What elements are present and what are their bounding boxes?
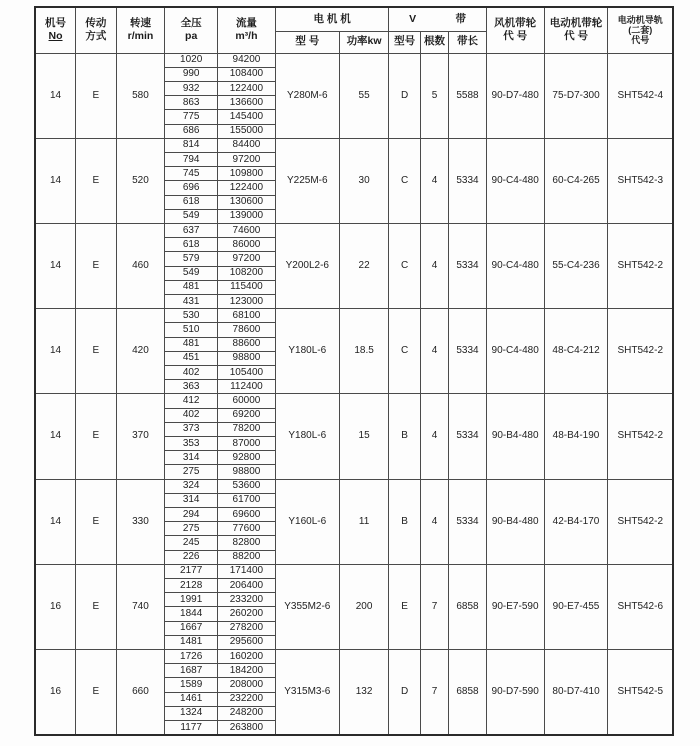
cell-pressure: 363 xyxy=(165,380,218,394)
cell-flow: 69200 xyxy=(218,408,276,422)
cell-machine-no: 14 xyxy=(35,53,76,138)
cell-belt-type: B xyxy=(389,394,420,479)
cell-flow: 84400 xyxy=(218,138,276,152)
cell-drive-mode: E xyxy=(76,394,117,479)
cell-flow: 105400 xyxy=(218,365,276,379)
cell-motor-power: 55 xyxy=(339,53,389,138)
cell-pressure: 275 xyxy=(165,522,218,536)
cell-motor-power: 15 xyxy=(339,394,389,479)
cell-pressure: 451 xyxy=(165,351,218,365)
cell-flow: 88200 xyxy=(218,550,276,564)
cell-fan-pulley: 90-B4-480 xyxy=(486,479,544,564)
cell-speed: 460 xyxy=(116,223,165,308)
cell-pressure: 549 xyxy=(165,266,218,280)
header-motor-model: 型 号 xyxy=(275,31,339,53)
header-pressure xyxy=(165,7,218,53)
cell-belt-length: 6858 xyxy=(449,650,487,735)
cell-pressure: 637 xyxy=(165,223,218,237)
cell-pressure: 1177 xyxy=(165,721,218,735)
cell-flow: 69600 xyxy=(218,508,276,522)
header-vbelt-v: V xyxy=(409,12,417,25)
cell-drive-mode: E xyxy=(76,53,117,138)
cell-drive-mode: E xyxy=(76,138,117,223)
cell-motor-rail: SHT542-2 xyxy=(608,223,673,308)
cell-flow: 260200 xyxy=(218,607,276,621)
cell-motor-pulley: 42-B4-170 xyxy=(544,479,608,564)
cell-pressure: 412 xyxy=(165,394,218,408)
cell-pressure: 1461 xyxy=(165,692,218,706)
cell-flow: 115400 xyxy=(218,280,276,294)
cell-belt-type: C xyxy=(389,309,420,394)
cell-pressure: 696 xyxy=(165,181,218,195)
cell-motor-rail: SHT542-2 xyxy=(608,394,673,479)
cell-belt-count: 7 xyxy=(420,650,448,735)
cell-flow: 92800 xyxy=(218,451,276,465)
cell-belt-type: C xyxy=(389,223,420,308)
cell-belt-type: B xyxy=(389,479,420,564)
cell-belt-length: 5588 xyxy=(449,53,487,138)
cell-drive-mode: E xyxy=(76,650,117,735)
header-drive-mode xyxy=(76,7,117,53)
cell-pressure: 324 xyxy=(165,479,218,493)
cell-belt-count: 4 xyxy=(420,138,448,223)
cell-pressure: 990 xyxy=(165,67,218,81)
cell-fan-pulley: 90-C4-480 xyxy=(486,138,544,223)
cell-flow: 97200 xyxy=(218,252,276,266)
cell-drive-mode: E xyxy=(76,479,117,564)
cell-flow: 136600 xyxy=(218,96,276,110)
cell-motor-pulley: 48-C4-212 xyxy=(544,309,608,394)
cell-pressure: 1726 xyxy=(165,650,218,664)
table-row xyxy=(35,53,673,67)
cell-flow: 122400 xyxy=(218,81,276,95)
cell-machine-no: 14 xyxy=(35,138,76,223)
cell-flow: 139000 xyxy=(218,209,276,223)
cell-motor-pulley: 75-D7-300 xyxy=(544,53,608,138)
cell-motor-power: 30 xyxy=(339,138,389,223)
cell-flow: 155000 xyxy=(218,124,276,138)
header-motor-pulley-line2: 代 号 xyxy=(564,30,588,43)
cell-flow: 98800 xyxy=(218,351,276,365)
cell-pressure: 353 xyxy=(165,436,218,450)
cell-flow: 60000 xyxy=(218,394,276,408)
cell-flow: 233200 xyxy=(218,593,276,607)
cell-pressure: 1844 xyxy=(165,607,218,621)
cell-flow: 263800 xyxy=(218,721,276,735)
cell-machine-no: 14 xyxy=(35,223,76,308)
header-belt-type: 型号 xyxy=(389,31,420,53)
cell-motor-power: 11 xyxy=(339,479,389,564)
cell-pressure: 1667 xyxy=(165,621,218,635)
table-row xyxy=(35,479,673,493)
table-header xyxy=(35,7,673,53)
cell-pressure: 1020 xyxy=(165,53,218,67)
header-machine-no-en: No xyxy=(48,30,63,43)
cell-pressure: 294 xyxy=(165,508,218,522)
header-vbelt-dai: 带 xyxy=(455,12,467,25)
cell-pressure: 794 xyxy=(165,152,218,166)
header-speed-cn: 转速 xyxy=(129,16,151,29)
header-vbelt-group xyxy=(389,7,486,31)
cell-pressure: 932 xyxy=(165,81,218,95)
header-motor-rail-line3: 代号 xyxy=(631,35,650,46)
table-body xyxy=(35,53,673,735)
cell-belt-length: 5334 xyxy=(449,394,487,479)
cell-flow: 248200 xyxy=(218,706,276,720)
cell-flow: 88600 xyxy=(218,337,276,351)
cell-speed: 660 xyxy=(116,650,165,735)
cell-pressure: 686 xyxy=(165,124,218,138)
cell-speed: 580 xyxy=(116,53,165,138)
cell-flow: 184200 xyxy=(218,664,276,678)
header-fan-pulley-line1: 风机带轮 xyxy=(494,16,537,29)
cell-flow: 130600 xyxy=(218,195,276,209)
table-row xyxy=(35,650,673,664)
cell-pressure: 2128 xyxy=(165,579,218,593)
table-row xyxy=(35,138,673,152)
cell-belt-type: D xyxy=(389,650,420,735)
cell-flow: 109800 xyxy=(218,167,276,181)
cell-drive-mode: E xyxy=(76,564,117,649)
header-drive-mode-line2: 方式 xyxy=(85,30,107,43)
cell-flow: 206400 xyxy=(218,579,276,593)
header-motor-rail-line2: (二套) xyxy=(628,25,653,36)
cell-pressure: 314 xyxy=(165,451,218,465)
fan-motor-spec-table xyxy=(34,6,674,736)
cell-flow: 108200 xyxy=(218,266,276,280)
cell-motor-rail: SHT542-5 xyxy=(608,650,673,735)
cell-motor-model: Y280M-6 xyxy=(275,53,339,138)
cell-flow: 295600 xyxy=(218,635,276,649)
cell-motor-pulley: 80-D7-410 xyxy=(544,650,608,735)
cell-fan-pulley: 90-D7-480 xyxy=(486,53,544,138)
cell-belt-count: 5 xyxy=(420,53,448,138)
cell-pressure: 579 xyxy=(165,252,218,266)
cell-motor-rail: SHT542-4 xyxy=(608,53,673,138)
cell-motor-rail: SHT542-3 xyxy=(608,138,673,223)
cell-belt-type: C xyxy=(389,138,420,223)
cell-motor-model: Y160L-6 xyxy=(275,479,339,564)
cell-pressure: 275 xyxy=(165,465,218,479)
cell-fan-pulley: 90-C4-480 xyxy=(486,223,544,308)
cell-speed: 370 xyxy=(116,394,165,479)
cell-machine-no: 14 xyxy=(35,394,76,479)
cell-drive-mode: E xyxy=(76,309,117,394)
header-fan-pulley-line2: 代 号 xyxy=(503,30,528,43)
cell-flow: 123000 xyxy=(218,294,276,308)
cell-motor-pulley: 90-E7-455 xyxy=(544,564,608,649)
cell-pressure: 373 xyxy=(165,422,218,436)
cell-flow: 171400 xyxy=(218,564,276,578)
cell-motor-pulley: 55-C4-236 xyxy=(544,223,608,308)
cell-flow: 77600 xyxy=(218,522,276,536)
cell-flow: 61700 xyxy=(218,493,276,507)
cell-flow: 74600 xyxy=(218,223,276,237)
cell-belt-type: E xyxy=(389,564,420,649)
cell-flow: 208000 xyxy=(218,678,276,692)
cell-machine-no: 16 xyxy=(35,564,76,649)
cell-fan-pulley: 90-D7-590 xyxy=(486,650,544,735)
cell-flow: 145400 xyxy=(218,110,276,124)
header-flow-cn: 流量 xyxy=(235,16,257,29)
header-belt-length: 带长 xyxy=(449,31,487,53)
table-row xyxy=(35,564,673,578)
cell-belt-count: 7 xyxy=(420,564,448,649)
cell-speed: 520 xyxy=(116,138,165,223)
table-row xyxy=(35,394,673,408)
header-speed xyxy=(116,7,165,53)
cell-belt-count: 4 xyxy=(420,309,448,394)
cell-pressure: 775 xyxy=(165,110,218,124)
header-motor-pulley-line1: 电动机带轮 xyxy=(549,16,603,29)
cell-motor-model: Y315M3-6 xyxy=(275,650,339,735)
cell-motor-model: Y355M2-6 xyxy=(275,564,339,649)
cell-flow: 78600 xyxy=(218,323,276,337)
cell-pressure: 402 xyxy=(165,365,218,379)
cell-fan-pulley: 90-E7-590 xyxy=(486,564,544,649)
cell-pressure: 402 xyxy=(165,408,218,422)
header-flow-unit: m³/h xyxy=(235,30,258,43)
cell-motor-power: 132 xyxy=(339,650,389,735)
cell-pressure: 618 xyxy=(165,195,218,209)
cell-belt-length: 5334 xyxy=(449,138,487,223)
cell-belt-length: 5334 xyxy=(449,309,487,394)
cell-flow: 78200 xyxy=(218,422,276,436)
cell-flow: 53600 xyxy=(218,479,276,493)
cell-belt-type: D xyxy=(389,53,420,138)
cell-flow: 278200 xyxy=(218,621,276,635)
cell-machine-no: 14 xyxy=(35,479,76,564)
cell-motor-model: Y180L-6 xyxy=(275,309,339,394)
header-fan-pulley xyxy=(486,7,544,53)
header-machine-no-cn: 机号 xyxy=(45,16,67,29)
header-motor-pulley xyxy=(544,7,608,53)
cell-machine-no: 14 xyxy=(35,309,76,394)
cell-flow: 86000 xyxy=(218,238,276,252)
cell-pressure: 314 xyxy=(165,493,218,507)
cell-flow: 87000 xyxy=(218,436,276,450)
header-machine-no xyxy=(35,7,76,53)
cell-belt-count: 4 xyxy=(420,479,448,564)
cell-motor-power: 200 xyxy=(339,564,389,649)
cell-flow: 232200 xyxy=(218,692,276,706)
cell-flow: 94200 xyxy=(218,53,276,67)
cell-belt-length: 5334 xyxy=(449,479,487,564)
cell-pressure: 745 xyxy=(165,167,218,181)
cell-belt-length: 5334 xyxy=(449,223,487,308)
cell-pressure: 618 xyxy=(165,238,218,252)
header-speed-unit: r/min xyxy=(127,30,154,43)
cell-pressure: 1991 xyxy=(165,593,218,607)
header-pressure-unit: pa xyxy=(185,30,198,43)
table-row xyxy=(35,309,673,323)
header-row-1 xyxy=(35,7,673,31)
cell-speed: 420 xyxy=(116,309,165,394)
header-motor-group: 电 机 机 xyxy=(275,7,389,31)
cell-pressure: 481 xyxy=(165,280,218,294)
cell-pressure: 814 xyxy=(165,138,218,152)
cell-fan-pulley: 90-B4-480 xyxy=(486,394,544,479)
cell-flow: 108400 xyxy=(218,67,276,81)
cell-pressure: 481 xyxy=(165,337,218,351)
header-belt-count: 根数 xyxy=(420,31,448,53)
cell-pressure: 1589 xyxy=(165,678,218,692)
cell-pressure: 1324 xyxy=(165,706,218,720)
header-drive-mode-line1: 传动 xyxy=(85,16,107,29)
cell-pressure: 549 xyxy=(165,209,218,223)
cell-flow: 98800 xyxy=(218,465,276,479)
cell-pressure: 245 xyxy=(165,536,218,550)
cell-fan-pulley: 90-C4-480 xyxy=(486,309,544,394)
cell-speed: 740 xyxy=(116,564,165,649)
cell-motor-power: 22 xyxy=(339,223,389,308)
cell-motor-pulley: 60-C4-265 xyxy=(544,138,608,223)
header-motor-rail xyxy=(608,7,673,53)
cell-motor-power: 18.5 xyxy=(339,309,389,394)
cell-belt-count: 4 xyxy=(420,223,448,308)
cell-drive-mode: E xyxy=(76,223,117,308)
cell-flow: 68100 xyxy=(218,309,276,323)
cell-motor-model: Y225M-6 xyxy=(275,138,339,223)
cell-pressure: 530 xyxy=(165,309,218,323)
cell-flow: 160200 xyxy=(218,650,276,664)
cell-pressure: 2177 xyxy=(165,564,218,578)
header-motor-rail-line1: 电动机导轨 xyxy=(617,15,663,26)
cell-motor-rail: SHT542-6 xyxy=(608,564,673,649)
cell-pressure: 431 xyxy=(165,294,218,308)
cell-pressure: 1687 xyxy=(165,664,218,678)
cell-motor-rail: SHT542-2 xyxy=(608,309,673,394)
cell-pressure: 1481 xyxy=(165,635,218,649)
cell-flow: 97200 xyxy=(218,152,276,166)
cell-belt-count: 4 xyxy=(420,394,448,479)
cell-motor-model: Y200L2-6 xyxy=(275,223,339,308)
cell-machine-no: 16 xyxy=(35,650,76,735)
cell-motor-pulley: 48-B4-190 xyxy=(544,394,608,479)
table-row xyxy=(35,223,673,237)
header-motor-power: 功率kw xyxy=(339,31,389,53)
cell-pressure: 226 xyxy=(165,550,218,564)
cell-speed: 330 xyxy=(116,479,165,564)
cell-pressure: 510 xyxy=(165,323,218,337)
cell-flow: 82800 xyxy=(218,536,276,550)
cell-motor-rail: SHT542-2 xyxy=(608,479,673,564)
header-flow xyxy=(218,7,276,53)
header-pressure-cn: 全压 xyxy=(180,16,202,29)
cell-flow: 112400 xyxy=(218,380,276,394)
cell-flow: 122400 xyxy=(218,181,276,195)
cell-motor-model: Y180L-6 xyxy=(275,394,339,479)
cell-belt-length: 6858 xyxy=(449,564,487,649)
cell-pressure: 863 xyxy=(165,96,218,110)
